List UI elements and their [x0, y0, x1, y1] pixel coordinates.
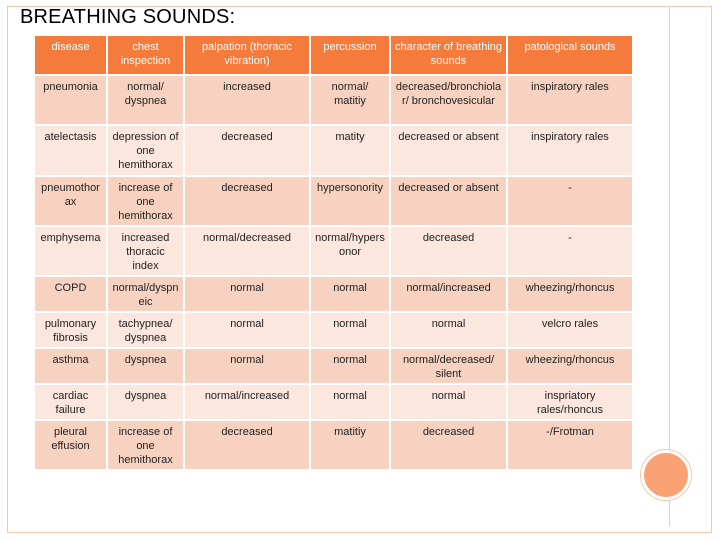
table-header-row — [35, 36, 632, 74]
header-cell: character of breathing sounds — [391, 36, 508, 74]
table-row — [35, 76, 632, 124]
table-cell: inspiratory rales — [508, 76, 632, 124]
table-row — [35, 385, 632, 419]
breathing-sounds-table — [35, 34, 632, 471]
page-title: BREATHING SOUNDS: — [20, 6, 236, 28]
header-cell: chest inspection — [108, 36, 185, 74]
table-cell: normal/decreased/ silent — [391, 349, 508, 383]
table-cell: normal/ matitiy — [311, 76, 391, 124]
decorative-strip — [669, 6, 705, 526]
table-cell: cardiac failure — [35, 385, 108, 419]
table-cell: decreased/bronchiolar/ bronchovesicular — [391, 76, 508, 124]
table-cell: normal — [391, 313, 508, 347]
header-cell: percussion — [311, 36, 391, 74]
table-cell: COPD — [35, 277, 108, 311]
table-row — [35, 349, 632, 383]
table-cell: atelectasis — [35, 126, 108, 175]
table-cell: decreased — [185, 177, 311, 225]
table-cell: inspiratory rales — [508, 126, 632, 175]
table-row — [35, 126, 632, 175]
table-cell: decreased — [185, 421, 311, 469]
table-row — [35, 421, 632, 469]
table-cell: normal — [185, 313, 311, 347]
table-cell: normal/hypersonor — [311, 227, 391, 275]
table-cell: velcro rales — [508, 313, 632, 347]
table-cell: decreased or absent — [391, 126, 508, 175]
header-cell: patological sounds — [508, 36, 632, 74]
table-cell: - — [508, 177, 632, 225]
table-cell: dyspnea — [108, 385, 185, 419]
table-cell: normal/increased — [391, 277, 508, 311]
table-cell: normal — [185, 277, 311, 311]
table-cell: hypersonority — [311, 177, 391, 225]
table-cell: normal/increased — [185, 385, 311, 419]
table-row — [35, 313, 632, 347]
table-cell: dyspnea — [108, 349, 185, 383]
table-cell: wheezing/rhoncus — [508, 277, 632, 311]
table-cell: increased — [185, 76, 311, 124]
table-cell: decreased or absent — [391, 177, 508, 225]
table-row — [35, 227, 632, 275]
table-cell: decreased — [185, 126, 311, 175]
table-cell: normal — [311, 313, 391, 347]
table-cell: -/Frotman — [508, 421, 632, 469]
table-cell: pneumonia — [35, 76, 108, 124]
table-cell: normal/ dyspnea — [108, 76, 185, 124]
table-cell: decreased — [391, 227, 508, 275]
table-cell: wheezing/rhoncus — [508, 349, 632, 383]
table-cell: pulmonary fibrosis — [35, 313, 108, 347]
table-cell: - — [508, 227, 632, 275]
table-cell: asthma — [35, 349, 108, 383]
table-row — [35, 177, 632, 225]
table-cell: normal — [185, 349, 311, 383]
table-cell: emphysema — [35, 227, 108, 275]
table-cell: increase of one hemithorax — [108, 421, 185, 469]
table-cell: normal — [311, 349, 391, 383]
table-cell: increased thoracic index — [108, 227, 185, 275]
table-cell: inspriatory rales/rhoncus — [508, 385, 632, 419]
table-cell: matity — [311, 126, 391, 175]
table-cell: normal — [391, 385, 508, 419]
table-body — [35, 36, 632, 469]
table-cell: normal — [311, 385, 391, 419]
table-cell: normal — [311, 277, 391, 311]
table-row — [35, 277, 632, 311]
table-cell: normal/dyspneic — [108, 277, 185, 311]
table-cell: tachypnea/ dyspnea — [108, 313, 185, 347]
table-cell: depression of one hemithorax — [108, 126, 185, 175]
table-cell: pneumothorax — [35, 177, 108, 225]
table-cell: decreased — [391, 421, 508, 469]
header-cell: disease — [35, 36, 108, 74]
decorative-circle — [641, 450, 691, 500]
table-cell: matitiy — [311, 421, 391, 469]
table-cell: increase of one hemithorax — [108, 177, 185, 225]
table-cell: pleural effusion — [35, 421, 108, 469]
table-cell: normal/decreased — [185, 227, 311, 275]
header-cell: palpation (thoracic vibration) — [185, 36, 311, 74]
